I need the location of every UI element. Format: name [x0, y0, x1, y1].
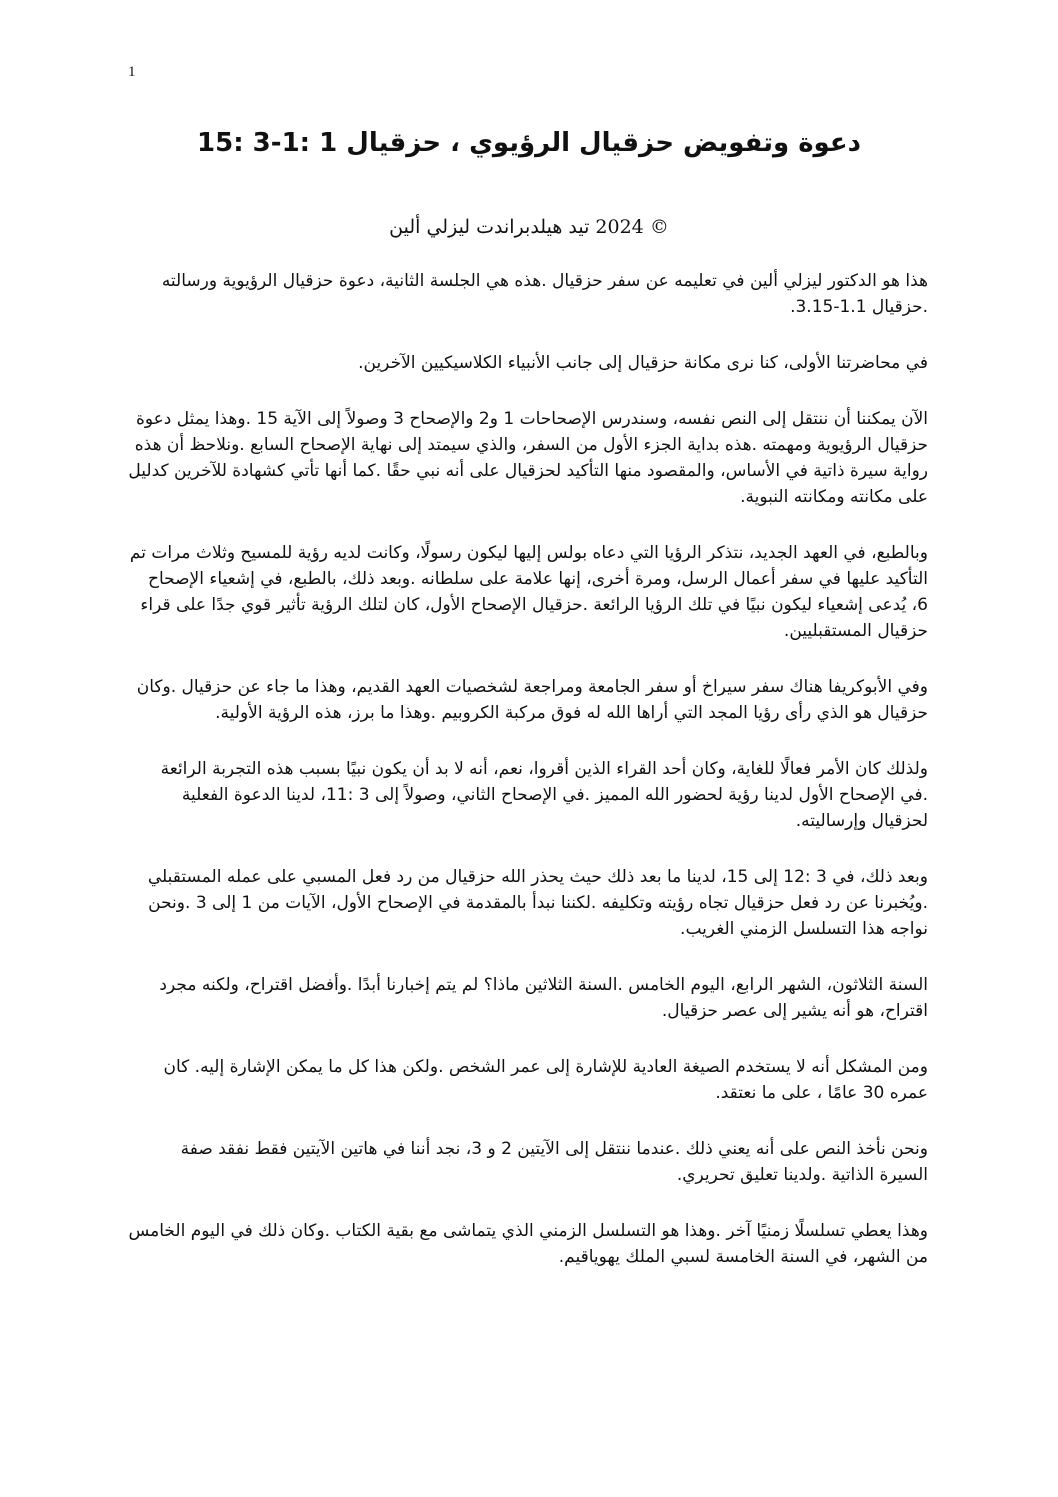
copyright-byline: © 2024 تيد هيلدبراندت ليزلي ألين: [389, 216, 669, 238]
paragraph-thirtieth-year: السنة الثلاثون، الشهر الرابع، اليوم الخامس .السنة الثلاثين ماذا؟ لم يتم إخبارنا أبدًا .وأفضل اقتراح، ولكنه مجرد اقتراح، هو أنه يشير إلى عصر حزقيال.: [159, 975, 928, 1021]
document-body: [128, 268, 928, 1300]
page-number: 1: [128, 64, 136, 80]
paragraph-apocrypha: وفي الأبوكريفا هناك سفر سيراخ أو سفر الجامعة ومراجعة لشخصيات العهد القديم، وهذا ما جاء عن حزقيال .وكان حزقيال هو الذي رأى رؤيا المجد التي أراها الله له فوق مركبة الكروبيم .وهذا ما برز، هذه الرؤية الأولية.: [136, 677, 928, 723]
paragraph-warning: وبعد ذلك، في 3 :12 إلى 15، لدينا ما بعد ذلك حيث يحذر الله حزقيال من رد فعل المسبي على عمله المستقبلي .ويُخبرنا عن رد فعل حزقيال تجاه رؤيته وتكليفه .لكننا نبدأ بالمقدمة في الإصحاح الأول، الآيات من 1 إلى 3 .ونحن نواجه هذا التسلسل الزمني الغريب.: [147, 867, 928, 939]
paragraph-text-overview: الآن يمكننا أن ننتقل إلى النص نفسه، وسندرس الإصحاحات 1 و2 والإصحاح 3 وصولاً إلى الآية 15 .وهذا يمثل دعوة حزقيال الرؤيوية ومهمته .هذه بداية الجزء الأول من السفر، والذي سيمتد إلى نهاية الإصحاح السابع .ونلاحظ أن هذه رواية سيرة ذاتية في الأساس، والمقصود منها التأكيد لحزقيال على أنه نبي حقًا .كما أنها تأتي كشهادة للآخرين كدليل على مكانته ومكانته النبوية.: [128, 409, 928, 507]
paragraph-age-formula: ومن المشكل أنه لا يستخدم الصيغة العادية للإشارة إلى عمر الشخص .ولكن هذا كل ما يمكن الإشارة إليه. كان عمره 30 عامًا ، على ما نعتقد.: [163, 1057, 928, 1103]
paragraph-first-lecture: في محاضرتنا الأولى، كنا نرى مكانة حزقيال إلى جانب الأنبياء الكلاسيكيين الآخرين.: [358, 353, 928, 373]
paragraph-vision-effect: ولذلك كان الأمر فعالًا للغاية، وكان أحد القراء الذين أقروا، نعم، أنه لا بد أن يكون نبيًا بسبب هذه التجربة الرائعة .في الإصحاح الأول لدينا رؤية لحضور الله المميز .في الإصحاح الثاني، وصولاً إلى 3 :11، لدينا الدعوة الفعلية لحزقيال وإرساليته.: [160, 759, 928, 831]
paragraph-editorial: ونحن نأخذ النص على أنه يعني ذلك .عندما ننتقل إلى الآيتين 2 و 3، نجد أننا في هاتين الآيتين فقط نفقد صفة السيرة الذاتية .ولدينا تعليق تحريري.: [180, 1139, 928, 1185]
paragraph-chronology: وهذا يعطي تسلسلًا زمنيًا آخر .وهذا هو التسلسل الزمني الذي يتماشى مع بقية الكتاب .وكان ذلك في اليوم الخامس من الشهر، في السنة الخامسة لسبي الملك يهوياقيم.: [128, 1221, 928, 1267]
document-title: دعوة وتفويض حزقيال الرؤيوي ، حزقيال 1 :1-3 :15: [197, 128, 861, 158]
paragraph-new-testament: وبالطبع، في العهد الجديد، نتذكر الرؤيا التي دعاه بولس إليها ليكون رسولًا، وكانت لديه رؤية للمسيح وثلاث مرات تم التأكيد عليها في سفر أعمال الرسل، ومرة أخرى، إنها علامة على سلطانه .وبعد ذلك، بالطبع، في إشعياء الإصحاح 6، يُدعى إشعياء ليكون نبيًا في تلك الرؤيا الرائعة .حزقيال الإصحاح الأول، كان لتلك الرؤية تأثير قوي جدًا على قراء حزقيال المستقبليين.: [129, 543, 928, 641]
paragraph-intro: هذا هو الدكتور ليزلي ألين في تعليمه عن سفر حزقيال .هذه هي الجلسة الثانية، دعوة حزقيال الرؤيوية ورسالته .حزقيال 1.1-3.15.: [161, 271, 928, 317]
